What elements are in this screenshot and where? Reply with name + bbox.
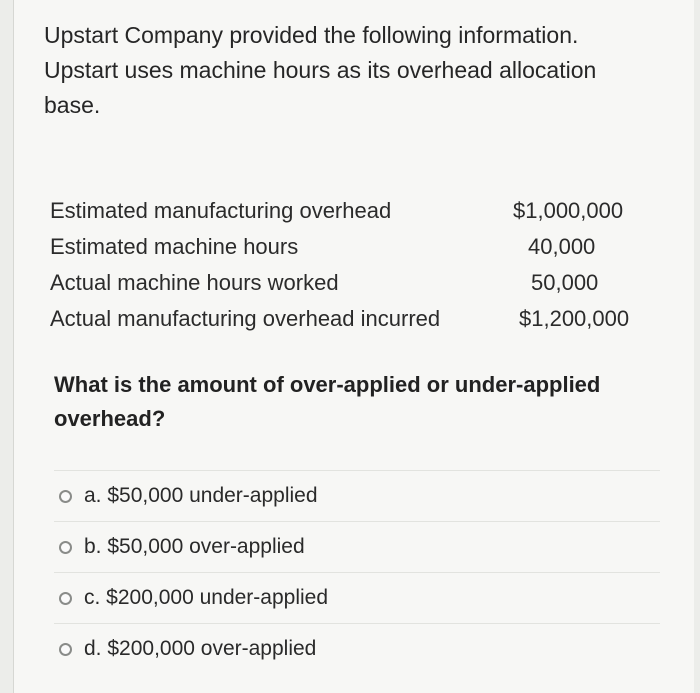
answer-options [54, 470, 660, 674]
question-line-1: What is the amount of over-applied or under-applied [54, 372, 601, 397]
info-value: $1,000,000 [513, 198, 624, 223]
info-row [50, 229, 650, 265]
option-label: b. $50,000 over-applied [84, 535, 305, 558]
radio-button-icon[interactable] [59, 541, 72, 554]
option-d[interactable] [54, 623, 660, 674]
option-c[interactable] [54, 572, 660, 623]
option-a[interactable] [54, 470, 660, 521]
information-table [50, 193, 650, 337]
option-b[interactable] [54, 521, 660, 572]
option-label: d. $200,000 over-applied [84, 637, 317, 660]
intro-line-2: Upstart uses machine hours as its overhead allocation [44, 57, 597, 83]
info-label: Estimated machine hours [50, 234, 299, 259]
intro-line-3: base. [44, 92, 101, 118]
info-row [50, 265, 650, 301]
info-value: $1,200,000 [519, 306, 630, 331]
option-label: c. $200,000 under-applied [84, 586, 329, 609]
question-text [54, 368, 644, 436]
radio-button-icon[interactable] [59, 490, 72, 503]
info-row [50, 301, 650, 337]
info-value: 40,000 [528, 234, 596, 259]
radio-button-icon[interactable] [59, 643, 72, 656]
info-row [50, 193, 650, 229]
radio-button-icon[interactable] [59, 592, 72, 605]
info-label: Actual manufacturing overhead incurred [50, 306, 441, 331]
info-value: 50,000 [531, 270, 599, 295]
question-intro [44, 18, 644, 123]
info-label: Actual machine hours worked [50, 270, 339, 295]
info-label: Estimated manufacturing overhead [50, 198, 392, 223]
question-line-2: overhead? [54, 406, 166, 431]
intro-line-1: Upstart Company provided the following information. [44, 22, 579, 48]
option-label: a. $50,000 under-applied [84, 484, 318, 507]
